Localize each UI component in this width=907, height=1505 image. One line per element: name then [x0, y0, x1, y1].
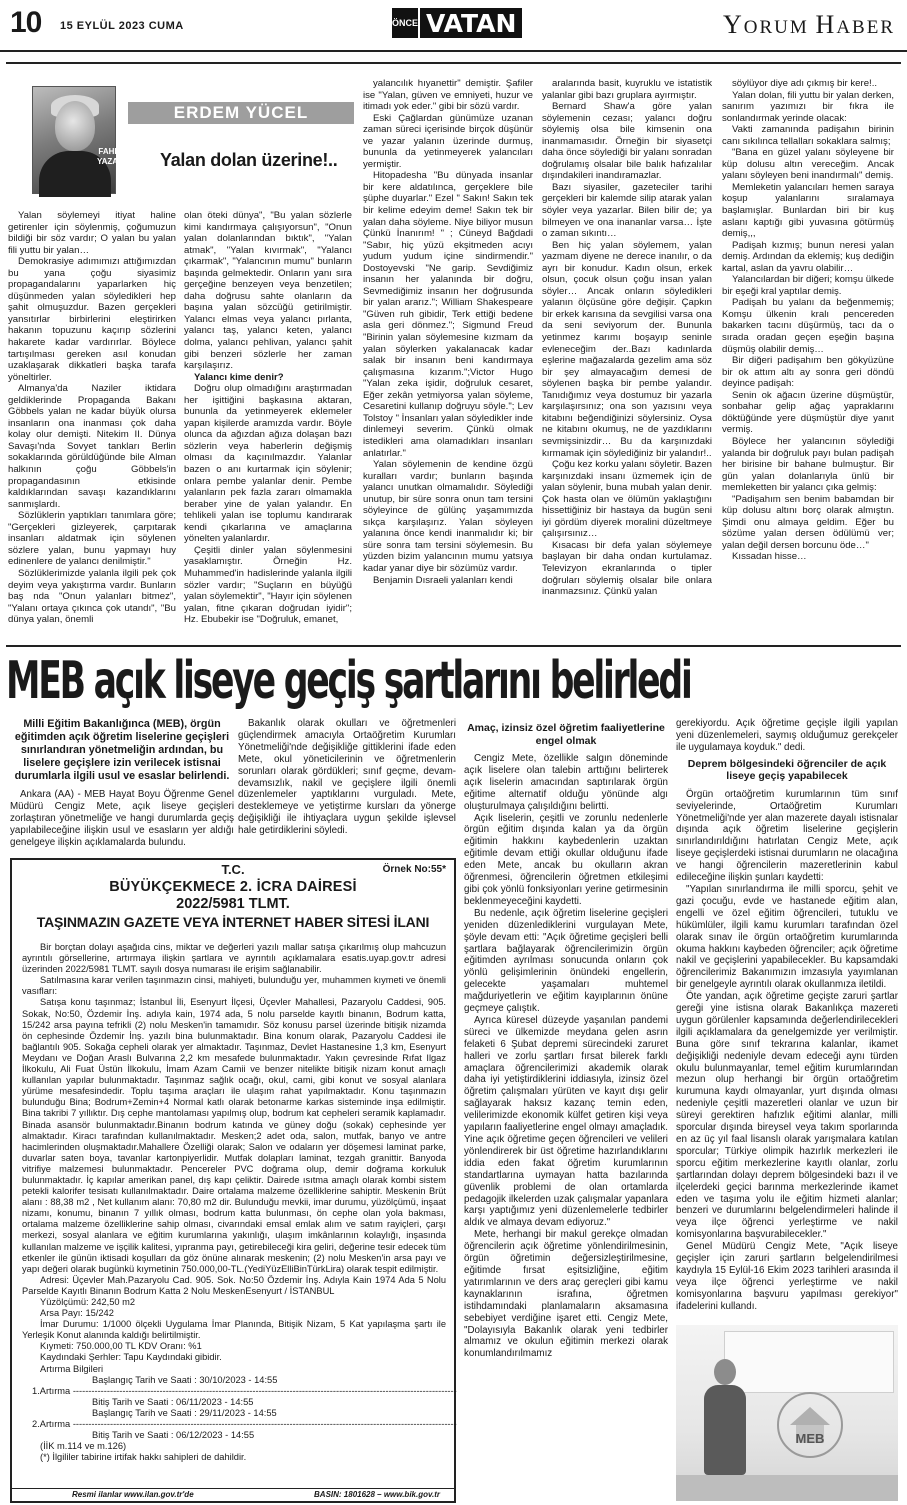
news-lead: Milli Eğitim Bakanlığınca (MEB), örgün eğitimden açık öğretim liselerine geçişleri sınırlandıran yönetmeliğin ardından, bu liselere geçişlere izin verilecek istisnai durumlarla ilgili usul ve esaslar belirlendi. — [14, 718, 230, 782]
news-paragraph-4: gerekiyordu. Açık öğretime geçişle ilgili yapılan yeni düzenlemeleri, saymış olduğumuz gerekçeler ile uygulamaya koyduk." dedi. — [676, 718, 898, 753]
notice-heading-office: BÜYÜKÇEKMECE 2. İCRA DAİRESİ — [109, 879, 357, 895]
column-text-5: söylüyor diye adı çıkmış bir kere!.. Yalan dolan, fili yuttu bir yalan derken, sanırım yazımızı bir fıkra ile sonlandırmak yerinde olacak: Vakti zamanında padişahın birinin canı sıkılınca tellalları sokaklara salmış; "Bana en güzel yalanı söyleyene bir küp dolusu altın vereceğim. Ancak yalanı söyleyen beni inandırmalı" demiş. Memleketin yalancıları hemen saraya koşup yalanlarını sıralamaya başlamışlar. Bunlardan biri bir kuş aslanı kaptığı gibi yuvasına götürmüş demiş,,, Padişah kızmış; bunun neresi yalan demiş. Ardından da eklemiş; kuş dediğin kartal, aslan da yavru olabilir… Yalancılardan bir diğeri; komşu ülkede bir eşeği kral yaptılar demiş. Padişah bu yalanı da beğenmemiş; Komşu ülkenin kralı pencereden bakarken tacını düşürmüş, tacı da o sırada oradan geçen eşeğin başına düşmüş olabilir demiş… Bir diğeri padişahım ben gökyüzüne bir ok attım altı ay sonra geri döndü deyince padişah: Senin ok ağacın üzerine düşmüştür, sonbahar gelip ağaç yapraklarını döktüğünde yere düşmüştür diye yanıt vermiş. Böylece her yalancının söylediği yalanda bir doğruluk payı bulan padişah her birisine bir bahane bulmuştur. Bir gün yalan dolanlarıyla ünlü bir memleketten bir yalancı çıka gelmiş: "Padişahım sen benim babamdan bir küp dolusu altını borç olarak almıştın. Şimdi onu almaya geldim. Eğer bu sözüme yalan dersen ödülümü ver; yalan değil dersen borcunu öde…" Kıssadan hisse… — [722, 78, 894, 563]
notice-footer-ilan[interactable]: Resmi ilanlar www.ilan.gov.tr'de — [72, 1490, 194, 1499]
notice-law: (İİK m.114 ve m.126) — [40, 1441, 127, 1452]
notice-a2-end: Bitiş Tarih ve Saati : 06/12/2023 - 14:55 — [92, 1430, 255, 1441]
notice-sample-number: Örnek No:55* — [382, 864, 446, 875]
notice-a1-end: Bitiş Tarih ve Saati : 06/11/2023 - 14:55 — [92, 1396, 254, 1407]
column-title: Yalan dolan üzerine!.. — [160, 150, 338, 170]
masthead — [0, 0, 907, 52]
news-column-3 — [464, 718, 668, 1360]
column-text-2 — [184, 210, 352, 626]
section-letter-h: H — [815, 10, 837, 39]
notice-heading-tc: T.C. — [221, 862, 245, 877]
photo-credit: FAHRİ YAZAR — [97, 147, 124, 167]
author-name: ERDEM YÜCEL — [128, 102, 354, 124]
column-text-4: aralarında basit, kuyruklu ve istatistik yalanlar gibi bazı gruplara ayırmıştır. Bernard Shaw'a göre yalan söylemenin cezası; yalancı doğru söylemiş olsa bile kimsenin ona inanmamasıdır. Örneğin bir siyasetçi daha önce söylediği bir yalanı sonradan doğrulamış olsalar bile balık hafızalılar dışındakileri inandıramazlar. Bazı siyasiler, gazeteciler tarihi gerçekleri bir kalemde silip atarak yalan söyler veya yazarlar. Bilen bilir de; ya bilmeyen ve ona inananlar varsa… İşte o zaman sıkıntı… Ben hiç yalan söylemem, yalan yazmam diyene ne derece inanılır, o da ayrı bir konudur. Kadın olsun, erkek olsun, çocuk olsun çoğu insan yalan söyler… Ancak onların söyledikleri yalanın ölçüsüne göre değişir. Çapkın bir erkek karısına da sevgilisi varsa ona da seni seviyorum der. Bununla yetinmez karımı boşayıp seninle evleneceğim der..Bazı kadınlarda eşlerine mağazalarda gezelim ama söz bir şey almayacağım demesi de söylenen başka bir pembe yalandır. Tanıdığımız veya dostumuz bir yazarla karşılaşırsınız; ona son yazısını veya kitabını beğendiğinizi söylersiniz. Oysa ne kitabını okumuş, ne de yazdıklarını sevmişsinizdir… Bu da karşınızdaki kırmamak için söylediğiniz bir yalandır!.. Çoğu kez korku yalanı söyletir. Bazen karşınızdaki insanı üzmemek için de yalan söylenir, buna mubah yalan denir. Çok hasta olan ve ölümün yaklaştığını hissettiğiniz bir hastaya da bugün seni iyi gördüm diyerek moralini düzeltmeye çalışırsınız… Kısacası bir defa yalan söylemeye başlayan bir daha ondan kurtulamaz. Televizyon ekranlarında o tipler doğruları söylemiş olsalar bile onlara inanmazsınız. Çünkü yalan — [542, 78, 712, 598]
notice-a2-start: Başlangıç Tarih ve Saati : 29/11/2023 - 14:55 — [92, 1407, 277, 1418]
notice-footer-basin[interactable]: BASIN: 1801628 – www.bik.gov.tr — [314, 1490, 440, 1499]
notice-a2-label: 2.Artırma ---------------------------------------------------------------------------------------------------------------------------- — [32, 1419, 457, 1430]
news-headline[interactable]: MEB açık liseye geçiş şartlarını belirledi — [6, 651, 691, 711]
notice-heading-title: TAŞINMAZIN GAZETE VEYA İNTERNET HABER SİTESİ İLANI — [36, 914, 430, 930]
meb-emblem-text: MEB — [795, 1431, 825, 1446]
column-article — [6, 62, 901, 642]
notice-heading-file: 2022/5981 TLMT. — [176, 896, 290, 912]
column-text-2a: olan öteki dünya", "Bu yalan sözlerle kimi kandırmaya çalışıyorsun", "Onun yalan dolanlarından bıktık", "Yalan atmak", "Yalan kıvırmak", "Yalancı çıkarmak", "Yalancının mumu" bunların başında gelmektedir. Onların yanı sıra gerçeğine benzeyen veya benzetilen; daha doğrusu sahte olanların da başına yalan sözcüğü getirilmiştir. Yalancı elmas veya yalancı pırlanta, yalancı taş, yalancı keten, yalancı dolma, yalancı pehlivan, yalancı şahit gibi benzeri sözlerle her zaman karşılaşırız. — [184, 210, 352, 372]
logo-wordmark: VATAN — [420, 8, 522, 38]
page-date: 15 EYLÜL 2023 CUMA — [60, 20, 184, 32]
notice-a1-start: Başlangıç Tarih ve Saati : 30/10/2023 - 14:55 — [92, 1374, 278, 1385]
column-text-1: Yalan söylemeyi itiyat haline getirenler için söylenmiş, çoğumuzun bildiği bir söz vardır; O yalan bu yalan fili yuttu bir yalan… Demokrasiye adımımızı attığımızdan bu yana çoğu siyasimiz propagandalarını yaparlarken hiç düşünmeden yalan söyledikleri hep şahit olmuşuzdur. Bazen gerçekleri yansıtırlar birbirlerini eleştirirken hakanın topuzunu kaçırıp sözlerini hakarete kadar vardırırlar. Böylece tartışılması gereken asıl konudan uzaklaşarak dikkatleri başka tarafa yöneltirler. Almanya'da Naziler iktidara geldiklerinde Propaganda Bakanı Göbbels yalan ne kadar büyük olursa insanların ona inanması çok daha kolay olur demişti. Nitekim II. Dünya Savaşı'nda Sovyet tankları Berlin sokaklarında görüldüğünde bile Alman halkının çoğu Göbbels'in propagandasının etkisinde kaldıklarından savaşı kazandıklarını sanmışlardı. Sözlüklerin yaptıkları tanımlara göre; "Gerçekleri gizleyerek, çarpıtarak insanları aldatmak için söylenen sözlere yalan, bunu yapmayı huy edinenlere de yalancı denilmiştir." Sözlüklerimizde yalanla ilgili pek çok deyim veya yakıştırma vardır. Bunların baş nda "Onun yalanları bitmez", "Yalanı ortaya çıkınca çok utandı", "Bu dünya yalan, önemli — [8, 210, 176, 626]
news-headline-bar — [6, 645, 901, 709]
desk — [676, 1475, 898, 1501]
newspaper-logo[interactable] — [392, 6, 522, 40]
news-paragraph-1: Ankara (AA) - MEB Hayat Boyu Öğrenme Genel Müdürü Cengiz Mete, açık liseye geçişleri zorlaştıran yönetmeliğe ve hangi durumlarda geçiş yapılabileceğine ilişkin usul ve esasların yer aldığı genelgeye ilişkin açıklamalarda bulundu. — [10, 789, 234, 848]
notice-body — [22, 942, 457, 1463]
section-word-orum: ORUM — [743, 17, 816, 38]
news-column-2 — [238, 718, 456, 837]
news-paragraph-2: Bakanlık olarak okulları ve öğretmenleri güçlendirmek amacıyla Ortaöğretim Kurumları Yönetmeliği'nde değişikliğe gittiklerini ifade eden Mete, okul yöneticilerinin ve öğretmenlerin sorunları olarak gördükleri; sınıf geçme, devam-devamsızlık, nakil ve geçişlere ilgili önemli düzenlemeler yaptıklarını vurguladı. Mete, desteklemeye ve yetiştirme kursları da yönerge değişikliği ile ihtiyaçlara uygun şekilde işlevsel hale getirdiklerini söyledi. — [238, 718, 456, 837]
news-subheading-1: Amaç, izinsiz özel öğretim faaliyetlerine engel olmak — [467, 722, 665, 747]
news-paragraph-3: Cengiz Mete, özellikle salgın döneminde açık liselere olan talebin arttığını belirterek açık liselerin amacından saptırılarak örgün eğitime alternatif olduğu yönünde algı oluşturulmaya çalışıldığını belirtti. Açık liselerin, çeşitli ve zorunlu nedenlerle örgün eğitim dışında kalan ya da örgün eğitimin hakkını kaybedenlerin uzaktan eğitimle devam ettiği okullar olduğunu ifade eden Mete, ancak bu okulların akran öğrenmesi, öğrencilerin öğretmen etkileşimi gibi çok yönlü fonksiyonları yerine getirmesinin beklenmeyeceğini kaydetti. Bu nedenle, açık öğretim liselerine geçişleri yeniden düzenlediklerini vurgulayan Mete, şöyle devam etti: "Açık öğretime geçişleri belli şartlara bağlayarak öğrencilerimizin örgün eğitimden ayrılması sonucunda onların çok yönlü gelişimlerinin önündeki engellerin, gelecekte yaşamaları muhtemel mağduriyetlerin ve eğitim kayıplarının önüne geçmeye çalıştık. Ayrıca küresel düzeyde yaşanılan pandemi süreci ve ülkemizde meydana gelen asrın felaketi 6 Şubat depremi sürecindeki zaruret halleri ve zorlu şartları fırsat bilerek farklı amaçlara öğrencilerimizi akademik olarak daha iyi yetiştirdiklerini iddiasıyla, izinsiz özel öğretim çalışmaları yürüten ve kayıt dışı gelir sağlayarak haksız kazanç temin eden, velilerimizde ekonomik külfet getiren kişi veya yapıların faaliyetlerine engel olmayı amaçladık. Yine açık öğretime geçen öğrencileri ve velileri yönlendirerek bir üst öğretime hazırlandıklarını iddia eden fakat öğretim kurumlarının standartlarına uymayan hatta bazılarında güvenlik problemi de olan ortamlarda pedagojik ilkelerden uzak çalışmalar yapanlara karşı yaptığımız yeni düzenlemelerle tedbirler aldık ve almaya devam ediyoruz." Mete, herhangi bir makul gerekçe olmadan öğrencilerin açık öğretime yönlendirilmesinin, örgün öğretimin değersizleştirilmesine, eğitimde fırsat eşitsizliğine, eğitim yatırımlarının ve ders araç gereçleri gibi kamu kaynaklarının israfına, öğretmen istihdamındaki planlamaların aksamasına sebebiyet verdiğine işaret etti. Cengiz Mete, "Dolayısıyla Bakanlık olarak yeni tedbirler almamız ve okulun eğitimin merkezi olarak konumlandırılmamız — [464, 753, 668, 1360]
page-number: 10 — [10, 6, 42, 39]
whiteboard — [724, 1331, 894, 1393]
logo-badge: ÖNCE — [392, 8, 418, 38]
news-lead-column — [10, 718, 234, 849]
section-letter-y: Y — [722, 10, 744, 39]
classroom-photo — [676, 1325, 898, 1501]
news-paragraph-5: Örgün ortaöğretim kurumlarının tüm sınıf seviyelerinde, Ortaöğretim Kurumları Yönetmeliği'nde yer alan mazerete dayalı istisnalar dışında açık öğretim liselerine geçişlerin sınırlandırıldığını hatırlatan Cengiz Mete, açık liseye geçişlerdeki istisnai durumların ne olacağına ve hangi öğrencilerin mazeretlerinin kabul edileceğine ilişkin şunları kaydetti: "Yapılan sınırlandırma ile milli sporcu, şehit ve gazi çocuğu, evde ve hastanede eğitim alan, engelli ve özel eğitim öğrencileri, tutuklu ve hükümlüler, ilgili kamu kurumları tarafından özel olarak sınav ile örgün ortaöğretim kurumlarında okuma hakkını kaybeden öğrenciler; açık öğretime nakil ve geçişlerini yapabilecekler. Bu kapsamdaki öğrencilerimiz Bakanımızın imzasıyla yayımlanan bir genelgeyle ayrıntılı olarak okullanmıza iletildi. Öte yandan, açık öğretime geçişte zaruri şartlar gereği yine istisna olarak Bakanlıkça mazereti uygun görülenler kapsamında değerlendirilecekleri ilgili açıklamalara da genelgemizde yer verilmiştir. Buna göre sınıf tekrarına kalanlar, ikamet değişikliği nedeniyle devam edeceği aynı türden okulu bulunmayanlar, temel eğitim kurumlarından mezun olup herhangi bir örgün ortaöğretim kurumuna kaydı olmayanlar, yurt dışında olması nedeniyle çeşitli mazeretleri olanlar ve uzun bir süreyi gerektiren hafızlık eğitimi alanlar, milli sporcular dışında bireysel veya takım sporlarında en az üç yıl faal lisanslı olarak yarışmalara katılan sporcular; Türkiye olimpik hazırlık merkezleri ile sporcu eğitim merkezlerine kayıtlı olanlar, zorlu şartlarından dolayı deprem bölgesindeki bazı il ve ilçelerdeki geçici barınma merkezlerinde ikamet eden ve taşıma yolu ile eğitim hizmeti alanlar; benzeri ve durumlarını belgelendirmeleri halinde il veya ilçe öğrenci yerleştirme ve nakil komisyonlarına başvurabilecekler." Genel Müdürü Cengiz Mete, "Açık liseye geçişler için zaruri şartların belgelendirilmesi kaydıyla 15 Eylül-16 Ekim 2023 tarihleri arasında il veya ilçe öğrenci yerleştirme ve nakil komisyonlarına başvuru yapılması gerekiyor" ifadelerini kullandı. — [676, 788, 898, 1312]
column-subheading: Yalancı kime denir? — [194, 371, 284, 383]
column-text-3: yalancılık hıyanettir" demiştir. Şafiler ise "Yalan, güven ve emniyeti, huzur ve itimadı yok eder." gibi bir sözü vardır. Eski Çağlardan günümüze uzanan zaman süreci içerisinde birçok düşünür ve yazar yalanın üzerinde durmuş, bununla da yetinmeyerek yalancıları yermiştir. Hitopadesha "Bu dünyada insanlar bir kere aldatılınca, gerçeklere bile şüphe duyarlar." Ezel " Sakın! Sakın tek bir kelime edeyim deme! Sakın tek bir yalan daha söyleme. Niye biliyor musun Çünkü İnanırım! " ; Cüneyd Bağdadi "Sabır, hiç yüzü ekşitmeden acıyı yudum yudum içine sindirmendir." Dostoyevski "Ne garip. Sevdiğimiz insanın her yalanında bir doğru, Sevmediğimiz insanın her doğrusunda bir yalan ararız."; William Shakespeare "Güven ruh gibidir, Terk ettiği bedene asla geri dönmez."; Sigmund Freud "Birinin yalan söylemesine kızmam da yalan söylerken yakalanacak kadar salak bir insanın beni kandırmaya çalışmasına kızarım.";Victor Hugo "Yalan zeka işidir, doğruluk cesaret, Eğer zekân yetmiyorsa yalan söyleme, Cesaretini kullanıp doğruyu söyle."; Lev Tolstoy " İnsanları yalan söyledikler inde dinlemeyi severim. Çünkü olmak istedikleri ama olamadıkları insanları anlatırlar." Yalan söylemenin de kendine özgü kuralları vardır; bunların başında yalancı unutkan olmamalıdır. Söylediği unutup, bir süre sonra onun tam tersini söyleyince de gülünç yaşamımızda sıkça karşılaşırız. Yalan söyleyen yalanına önce kendi inanmalıdır ki; bir süre sonra tam tersini söylemesin. Bu yüzden bizim yalancının mumu yatsıya kadar yanar diye bir sözümüz vardır. Benjamin Dısraeli yalanları kendi — [363, 78, 533, 586]
notice-interested: (*) İlgililer tabirine irtifak hakkı sahipleri de dahildir. — [40, 1452, 247, 1463]
news-subheading-2: Deprem bölgesindeki öğrenciler de açık liseye geçiş yapabilecek — [687, 757, 887, 783]
news-column-4 — [676, 718, 898, 1313]
notice-body-text: Bir borçtan dolayı aşağıda cins, miktar ve değerleri yazılı mallar satışa çıkarılmış olup mahcuzun ayrıntılı görsellerine, artırmaya ilişkin şartlara ve ayrıntılı açıklamalara esatis.uyap.gov.tr adresi üzerinden 2022/5981 TLMT. sayılı dosya numarası ile erişim sağlanabilir. Satılmasına karar verilen taşınmazın cinsi, mahiyeti, bulunduğu yer, muhammen kıymeti ve önemli vasıfları: Satışa konu taşınmaz; İstanbul İli, Esenyurt İlçesi, Üçevler Mahallesi, Pazaryolu Caddesi, 905. Sokak, No:50, Özdemir İnş. adıyla kain, 1974 ada, 5 nolu parselde kayıtlı binanın, Bodrum katta, 15/242 arsa payına tefrikli (2) nolu Mesken'in tamamıdır. Söz konusu parsel üzerinde bitişik nizamda ön cephesinde Özdemir İnş. yazılı bina bulunmaktadır. Bina konum olarak, Pazaryolu Caddesi ile bağlantılı 905. Sokağa cepheli olarak yer almaktadır. Taşınmaz, Devlet Hastanesine 1,3 km, Esenyurt Meydanı ve Doğan Araslı Bulvarına 2,2 km mesafede bulunmaktadır. Yakın çevresinde Rıfat Ilgaz İlkokulu, Ali Fuat Üstün İlkokulu, İmam Azam Camii ve benzer nitelikte bitişik nizam konut amaçlı kullanılan yapılar bulunmaktadır. Taşınmaz sağlık ocağı, okul, cami, gibi konut ve sosyal alanlara yürüme mesafesindedir. Toplu taşıma araçları ile ulaşım rahat yapılmaktadır. Konu taşınmazın bulunduğu Bina; Bodrum+Zemin+4 Normal katlı olarak betonarme karkas sisteminde inşa edilmiştir. Bina takribi 7 yıllıktır. Dış cephe mantolaması yapılmış olup, bodrum kat cepheleri seramik kaplamadır. Binada asansör bulunmaktadır.Binanın bodrum katında ve güney doğu (sokak) cephesinde yer almaktadır. Kiracı tarafından kullanılmaktadır. Mesken;2 adet oda, salon, mutfak, banyo ve antre hacimlerinden oluşmaktadır.Mahallere Özelliği olarak; Salon ve odaların yer döşemesi laminat parke, duvarlar saten boya, tavanlar kartonpiyerlidir. Mutfak dolapları laminat, tezgah granittir. Banyoda vitrifiye malzemesi bulunmaktadır. Pencereler PVC doğrama olup, demir doğrama korkuluk bulunmaktadır. İç kapılar amerikan panel, dış kapı çeliktir. Dairede ısıtma amaçlı olarak kombi sistem petekli kalorifer tesisatı kullanılmaktadır. Daire ortalama malzeme özelliklerine sahiptir. Meskenin Brüt alanı : 88,38 m2 , Net kullanım alanı: 70,80 m2 dir. Bulunduğu mevkii, imar durumu, yüzölçümü, inşaat nizamı, konumu, binanın 7 yıllık olması, bodrum katta bulunması, ön cephe olan yola bakması, ortalama malzeme özelliklerine sahip olması, civarındaki emsal emlak alım ve satım rayiçleri, çarşı merkezi, sosyal alanlara ve eğitim kurumlarına yakınlığı, ulaşım imkânlarının kolaylığı, inşasında kullanılan malzeme ve işçilik kalitesi, yıpranma payı, getirebileceği kira geliri, değerine tesir edecek tüm etkenler ile günün iktisadi koşulları da göz önüne alınarak meskenin; (2) nolu Mesken'in arsa payı ve yapı değeri olarak bugünkü kıymetinin 750.000,00-TL.(YediYüzElliBinTürkLira) olarak tespit edilmiştir. Adresi: Üçevler Mah.Pazaryolu Cad. 905. Sok. No:50 Özdemir İnş. Adıyla Kain 1974 Ada 5 Nolu Parselde Kayıtlı Binanın Bodrum Katta 2 Nolu MeskenEsenyurt / İSTANBUL Yüzölçümü: 242,50 m2 Arsa Payı: 15/242 İmar Durumu: 1/1000 ölçekli Uygulama İmar Planında, Bitişik Nizam, 5 Kat yapılaşma şartı ile Yerleşik Konut alanında kaldığı belirtilmiştir. Kıymeti: 750.000,00 TL KDV Oranı: %1 Kaydındaki Şerhler: Tapu Kaydındaki gibidir. — [22, 942, 446, 1363]
author-photo — [32, 86, 124, 194]
column-text-2b: Doğru olup olmadığını araştırmadan her işittiğini başkasına aktaran, bununla da yetinmeyerek eklemeler yapan kişilerde aramızda vardır. Böyle olunca da ağızdan ağıza dolaşan bazı sözlerin veya haberlerin değişmiş olması da kaçınılmazdır. Yalanlar bazen o anı kurtarmak için söylenir; onlara pembe yalanlar denir. Pembe yalanların pek fazla zararı olmamakla beraber yine de yalan yalandır. En tehlikeli yalan ise toplumu kandırarak kendi çıkarlarına ve amaçlarına yönelten yalanlardır. Çeşitli dinler yalan söylenmesini yasaklamıştır. Örneğin Hz. Muhammed'in hadislerinde yalanla ilgili sözler vardır; "Suçların en büyüğü yalan söylemektir", "Hayır için söylenen yalan, fitne çıkaran doğrudan iyidir"; Hz. Ebubekir ise "Doğruluk, emanet, — [184, 383, 352, 626]
notice-auction-title: Artırma Bilgileri — [40, 1363, 104, 1374]
notice-footer — [12, 1488, 454, 1501]
notice-a1-label: 1.Artırma ---------------------------------------------------------------------------------------------------------------------------- — [32, 1385, 457, 1396]
section-title — [723, 10, 895, 40]
legal-notice — [10, 858, 456, 1503]
column-header — [32, 86, 352, 204]
section-word-aber: ABER — [836, 17, 895, 38]
